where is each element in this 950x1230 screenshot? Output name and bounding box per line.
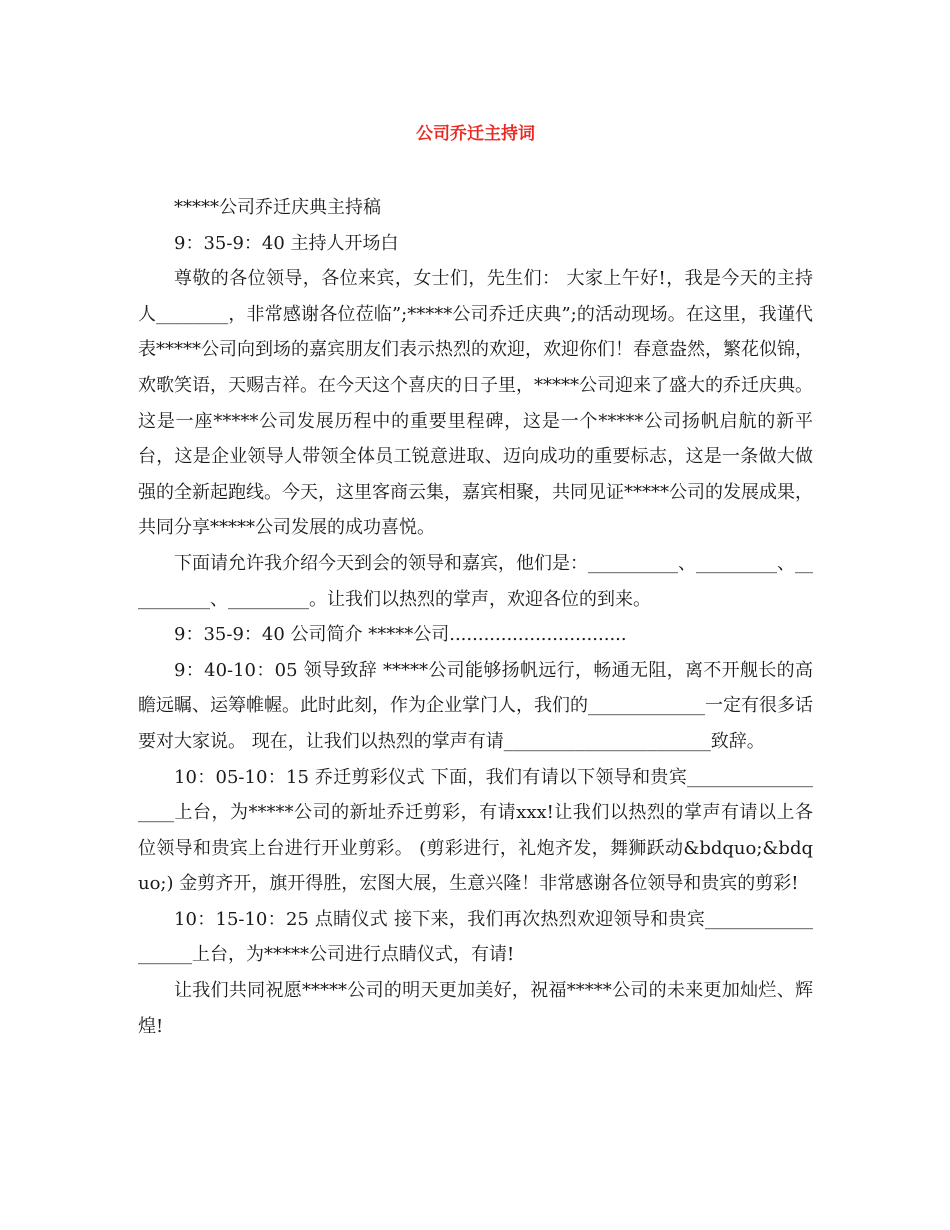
document-title: 公司乔迁主持词 — [416, 124, 535, 144]
paragraph-guest-introduction: 下面请允许我介绍今天到会的领导和嘉宾，他们是：__________、_________、__________、_________。让我们以热烈的掌声，欢迎各位的到来。 — [138, 552, 813, 610]
paragraph-schedule-opening: 9：35-9：40 主持人开场白 — [174, 232, 399, 254]
paragraph-subtitle: *****公司乔迁庆典主持稿 — [174, 197, 381, 218]
paragraph-dotting-ceremony: 10：15-10：25 点睛仪式 接下来，我们再次热烈欢迎领导和贵宾__________________上台，为*****公司进行点睛仪式，有请! — [138, 908, 813, 966]
document-body — [138, 190, 813, 1044]
paragraph-leader-speech: 9：40-10：05 领导致辞 *****公司能够扬帆远行，畅通无阻，离不开舰长的高瞻远瞩、运筹帷幄。此时此刻，作为企业掌门人，我们的_____________一定有很多话要对大家说。 现在，让我们以热烈的掌声有请_______________________致辞。 — [138, 659, 814, 752]
paragraph-company-intro: 9：35-9：40 公司简介 *****公司............................... — [174, 624, 627, 646]
paragraph-closing-wish: 让我们共同祝愿*****公司的明天更加美好，祝福*****公司的未来更加灿烂、辉煌! — [138, 980, 813, 1037]
paragraph-ribbon-cutting: 10：05-10：15 乔迁剪彩仪式 下面，我们有请以下领导和贵宾__________________上台，为*****公司的新址乔迁剪彩，有请xxx!让我们以热烈的掌声有请以上各位领导和贵宾上台进行开业剪彩。 (剪彩进行，礼炮齐发，舞狮跃动&bdquo;&bdquo;) 金剪齐开，旗开得胜，宏图大展，生意兴隆！非常感谢各位领导和贵宾的剪彩! — [138, 766, 813, 895]
paragraph-opening-speech: 尊敬的各位领导，各位来宾，女士们，先生们： 大家上午好!，我是今天的主持人________，非常感谢各位莅临”;*****公司乔迁庆典”;的活动现场。在这里，我谨代表*****公司向到场的嘉宾朋友们表示热烈的欢迎，欢迎你们！春意盎然，繁花似锦，欢歌笑语，天赐吉祥。在今天这个喜庆的日子里，*****公司迎来了盛大的乔迁庆典。这是一座*****公司发展历程中的重要里程碑，这是一个*****公司扬帆启航的新平台，这是企业领导人带领全体员工锐意进取、迈向成功的重要标志，这是一条做大做强的全新起跑线。今天，这里客商云集，嘉宾相聚，共同见证*****公司的发展成果，共同分享*****公司发展的成功喜悦。 — [138, 268, 813, 539]
